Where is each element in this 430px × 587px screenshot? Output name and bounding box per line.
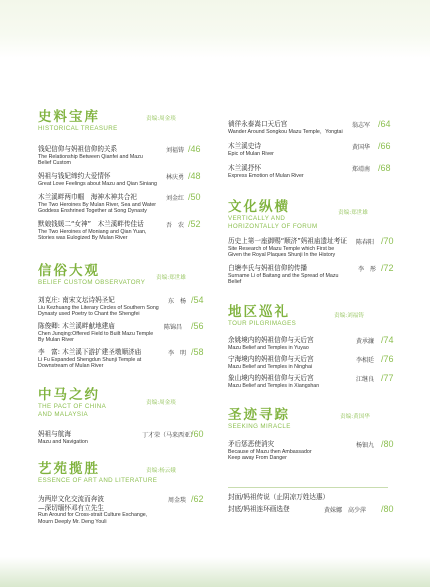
section-title: 中马之约 <box>38 387 100 403</box>
entry-title: 李 富: 木兰溪下游扩建圣墩顺济庙 <box>38 348 142 356</box>
entry-author: 黄妹娜 高少萍 <box>324 507 367 514</box>
toc-entry[interactable] <box>38 322 210 344</box>
toc-entry[interactable] <box>38 220 210 242</box>
entry-author: 陈春阳 <box>356 239 375 246</box>
entry-english-line: Downstream of Mulan River <box>38 363 104 370</box>
toc-entry[interactable] <box>38 145 210 167</box>
section-seeking-miracle <box>228 408 291 431</box>
entry-author: 刘福铸 <box>166 147 185 154</box>
entry-author: 周金琰 <box>168 497 187 504</box>
entry-page: /60 <box>191 429 204 439</box>
entry-english-line: Mourn Deeply Mr. Deng Youli <box>38 518 107 525</box>
entry-page: /58 <box>191 347 204 357</box>
bottom-decorative-band <box>0 557 430 587</box>
entry-author: 陈锦昌 <box>164 324 183 331</box>
entry-author: 黄国华 <box>352 144 371 151</box>
entry-author: 杨钿九 <box>356 442 375 449</box>
entry-english-line: Site Research of Mazu Temple which First be <box>228 245 335 252</box>
entry-author: 刘金红 <box>166 195 185 202</box>
entry-title: 象山境内的妈祖信仰与天后宫 <box>228 374 314 382</box>
toc-entry[interactable] <box>228 336 396 351</box>
section-subtitle: ESSENCE OF ART AND LITERATURE <box>38 477 158 484</box>
section-subtitle: SEEKING MIRACLE <box>228 423 291 430</box>
entry-page: /50 <box>188 192 201 202</box>
entry-english-line: Wander Around Songkou Mazu Temple，Yongtai <box>228 128 343 135</box>
divider <box>228 487 388 488</box>
section-vertically-horizontally <box>228 200 318 231</box>
section-title: 地区巡礼 <box>228 304 290 320</box>
toc-entry[interactable] <box>38 430 210 445</box>
entry-english-line: Keep away From Danger <box>228 455 287 462</box>
section-title: 圣迹寻踪 <box>228 407 290 423</box>
section-art-literature <box>38 462 157 485</box>
entry-page: /68 <box>378 163 391 173</box>
entry-author: 郑靖南 <box>352 166 371 173</box>
entry-english-line: Given the Royal Plaques Shunji In the History <box>228 252 336 259</box>
entry-english-line: Mazu Belief and Temples in Yuyao <box>228 344 309 351</box>
entry-english-line: Great Love Feelings about Mazu and Qian Siniang <box>38 180 157 187</box>
entry-english-line: Mazu Belief and Temples in Xiangshan <box>228 382 320 389</box>
entry-english-line: Li Fu Expanded Shengdun Shunji Temple at <box>38 356 142 363</box>
section-editor: 责编:郑世雄 <box>156 275 186 281</box>
toc-entry[interactable] <box>228 164 396 179</box>
top-decorative-band <box>0 0 430 58</box>
entry-author: 翁志军 <box>352 122 371 129</box>
entry-page: /52 <box>188 219 201 229</box>
entry-english-line: The Relationship Between Qianfei and Mazu <box>38 153 143 160</box>
toc-entry[interactable] <box>228 264 396 286</box>
entry-english-line: Mazu Belief and Temples in Ninghai <box>228 363 313 370</box>
section-title: 艺苑揽胜 <box>38 461 100 477</box>
back-cover-note <box>228 505 396 514</box>
section-editor: 责编:周金琰 <box>146 116 176 122</box>
entry-english-line: Surname Li of Baitang and the Spread of Mazu <box>228 272 339 279</box>
entry-author: 李 明 <box>168 350 187 357</box>
section-editor: 责编:黄国华 <box>340 414 370 420</box>
entry-title: 妈祖与钱妃缔约大爱情怀 <box>38 172 111 180</box>
entry-author: 丁才荣（马来西亚） <box>142 432 197 439</box>
entry-author: 江继良 <box>356 376 375 383</box>
entry-title: 木兰溪抒怀 <box>228 164 261 172</box>
cover-note <box>228 493 396 502</box>
entry-title: 陈俊卿: 木兰溪畔献地建庙 <box>38 322 115 330</box>
section-belief-custom <box>38 264 145 287</box>
toc-entry[interactable] <box>38 193 210 215</box>
entry-english-line: Goddess Enshrined Together at Song Dynasty <box>38 208 147 215</box>
entry-page: /74 <box>381 335 394 345</box>
toc-entry[interactable] <box>38 172 210 187</box>
entry-english-line: Belief Custom <box>38 160 71 167</box>
entry-english-line: Because of Mazu then Ambassador <box>228 448 312 455</box>
entry-english-line: Mazu and Navigation <box>38 438 88 445</box>
section-subtitle: HISTORICAL TREASURE <box>38 125 118 132</box>
section-subtitle: VERTICALLY AND <box>228 215 286 222</box>
section-editor: 责编:郑世雄 <box>338 210 368 216</box>
entry-page: /80 <box>381 504 394 514</box>
entry-english-line: Stories was Eulogized By Mulan River <box>38 235 128 242</box>
entry-english-line: The Two Heroines of Moniang and Qian Yuan, <box>38 228 147 235</box>
section-subtitle: BELIEF CUSTOM OBSERVATORY <box>38 279 146 286</box>
entry-title: 妈祖与航海 <box>38 430 71 438</box>
entry-title: 徜徉永泰嵩口天后宫 <box>228 120 288 128</box>
entry-page: /80 <box>381 439 394 449</box>
entry-english-line: Belief <box>228 279 242 286</box>
entry-page: /76 <box>381 354 394 364</box>
section-historical-treasure <box>38 110 118 133</box>
entry-author: 吾 农 <box>166 222 185 229</box>
toc-entry[interactable] <box>228 120 396 135</box>
entry-title: 余姚境内的妈祖信仰与天后宫 <box>228 336 314 344</box>
entry-page: /66 <box>378 141 391 151</box>
entry-title: 木兰溪畔两巾帼 海神木神共合祀 <box>38 193 137 201</box>
entry-page: /70 <box>381 236 394 246</box>
entry-title: 默娘钱媛二“女神” 木兰溪畔传佳话 <box>38 220 144 228</box>
entry-english-line: Dynasty used Poetry to Chant the Shengfei <box>38 311 140 318</box>
section-title: 文化纵横 <box>228 199 290 215</box>
entry-english-line: By Mulan River <box>38 337 74 344</box>
entry-title: 白塘李氏与妈祖信仰的传播 <box>228 264 308 272</box>
section-subtitle: THE PACT OF CHINA <box>38 403 107 410</box>
entry-english-line: Liu Kezhuang the Literary Circles of Southern Song <box>38 304 159 311</box>
toc-entry[interactable] <box>228 355 396 370</box>
section-title: 信俗大观 <box>38 263 100 279</box>
entry-page: /48 <box>188 171 201 181</box>
section-editor: 责编:杨云娥 <box>146 468 176 474</box>
entry-title: 宁海境内的妈祖信仰与天后宫 <box>228 355 314 363</box>
section-title: 史料宝库 <box>38 109 100 125</box>
entry-author: 东 杨 <box>168 298 187 305</box>
entry-title: 刘克庄: 南宋文坛诗妈圣妃 <box>38 296 115 304</box>
toc-entry[interactable] <box>38 348 210 370</box>
entry-author: 李 彤 <box>358 266 377 273</box>
toc-entry[interactable] <box>228 374 396 389</box>
entry-page: /54 <box>191 295 204 305</box>
entry-title: 历史上第一座御赐“顺济”妈祖庙遗址考证 <box>228 237 347 245</box>
section-subtitle: AND MALAYSIA <box>38 411 89 418</box>
entry-page: /72 <box>381 263 394 273</box>
entry-page: /64 <box>378 119 391 129</box>
entry-author: 李相廷 <box>356 357 375 364</box>
entry-subtitle: —深切缅怀邓有立先生 <box>38 503 104 512</box>
section-subtitle: HORIZONTALLY OF FORUM <box>228 223 318 230</box>
entry-page: /77 <box>381 373 394 383</box>
entry-title: 矛后惩恶使消灾 <box>228 440 275 448</box>
section-editor: 责编:刘福铸 <box>334 313 364 319</box>
entry-title: 钱妃信仰与妈祖信仰的关系 <box>38 145 118 153</box>
section-china-malaysia <box>38 388 106 419</box>
section-tour-pilgrimages <box>228 305 296 328</box>
entry-author: 黄承濂 <box>356 338 375 345</box>
section-subtitle: TOUR PILGRIMAGES <box>228 320 297 327</box>
entry-author: 林庆勇 <box>166 174 185 181</box>
entry-english-line: Run Around for Cross-strait Culture Exchange, <box>38 512 148 519</box>
entry-page: /62 <box>191 494 204 504</box>
toc-entry[interactable] <box>228 440 396 462</box>
back-cover-note-text: 封底/妈祖连环画选登 <box>228 505 290 513</box>
entry-title: 木兰溪史诗 <box>228 142 261 150</box>
entry-page: /56 <box>191 321 204 331</box>
entry-english-line: Chen Junqing:Offered Field to Built Mazu Temple <box>38 330 154 337</box>
toc-entry[interactable] <box>228 237 396 259</box>
toc-entry[interactable] <box>38 495 210 526</box>
entry-page: /46 <box>188 144 201 154</box>
entry-english-line: Express Emotion of Mulan River <box>228 172 304 179</box>
cover-note-text: 封面/妈祖传说（止阴凉万姓达惠） <box>228 493 330 501</box>
entry-title: 为两岸文化交流而奔波 <box>38 495 104 503</box>
section-editor: 责编:周金琰 <box>146 400 176 406</box>
entry-english-line: The Two Heroines By Mulan River, Sea and Water <box>38 201 157 208</box>
entry-english-line: Epic of Mulan River <box>228 150 274 157</box>
toc-entry[interactable] <box>228 142 396 157</box>
toc-entry[interactable] <box>38 296 210 318</box>
